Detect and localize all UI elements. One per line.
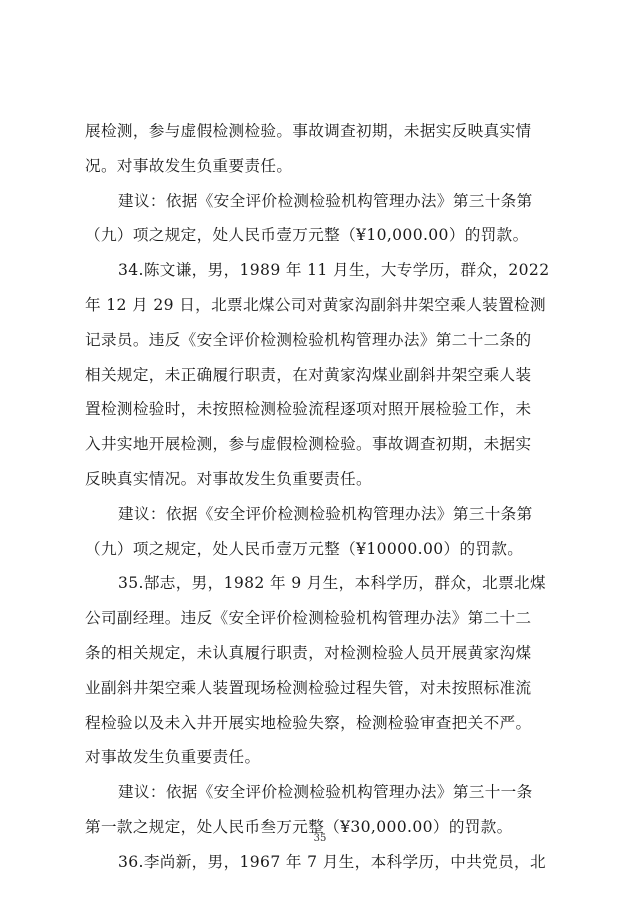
text-line: 入井实地开展检测，参与虚假检测检验。事故调查初期，未据实	[85, 435, 532, 454]
text-line: 反映真实情况。对事故发生负重要责任。	[85, 469, 372, 488]
text-line: 记录员。违反《安全评价检测检验机构管理办法》第二十二条的	[85, 330, 532, 349]
text-line: （九）项之规定，处人民币壹万元整（¥10000.00）的罚款。	[85, 539, 524, 558]
text-line: 35.郜志，男，1982 年 9 月生，本科学历，群众，北票北煤	[118, 574, 546, 593]
text-line: 况。对事故发生负重要责任。	[85, 156, 293, 175]
text-line: 第一款之规定，处人民币叁万元整（¥30,000.00）的罚款。	[85, 817, 513, 836]
text-line: 34.陈文谦，男，1989 年 11 月生，大专学历，群众，2022	[118, 261, 550, 280]
text-line: 展检测，参与虚假检测检验。事故调查初期，未据实反映真实情	[85, 122, 532, 140]
text-line: 建议：依据《安全评价检测检验机构管理办法》第三十条第	[118, 191, 533, 210]
text-line: 年 12 月 29 日，北票北煤公司对黄家沟副斜井架空乘人装置检测	[85, 295, 546, 314]
text-line: 相关规定，未正确履行职责，在对黄家沟煤业副斜井架空乘人装	[85, 365, 532, 384]
text-line: （九）项之规定，处人民币壹万元整（¥10,000.00）的罚款。	[85, 226, 529, 245]
text-line: 业副斜井架空乘人装置现场检测检验过程失管，对未按照标准流	[85, 678, 532, 697]
text-line: 置检测检验时，未按照检测检验流程逐项对照开展检验工作，未	[85, 400, 532, 419]
text-line: 建议：依据《安全评价检测检验机构管理办法》第三十条第	[118, 504, 533, 523]
text-line: 36.李尚新，男，1967 年 7 月生，本科学历，中共党员，北	[118, 852, 546, 871]
page-number: 35	[313, 833, 327, 844]
text-line: 公司副经理。违反《安全评价检测检验机构管理办法》第二十二	[85, 609, 532, 628]
text-line: 条的相关规定，未认真履行职责，对检测检验人员开展黄家沟煤	[85, 643, 532, 662]
text-line: 建议：依据《安全评价检测检验机构管理办法》第三十一条	[118, 783, 533, 802]
text-line: 对事故发生负重要责任。	[85, 748, 261, 767]
text-line: 程检验以及未入井开展实地检验失察，检测检验审查把关不严。	[85, 713, 532, 732]
body-text	[85, 114, 560, 880]
